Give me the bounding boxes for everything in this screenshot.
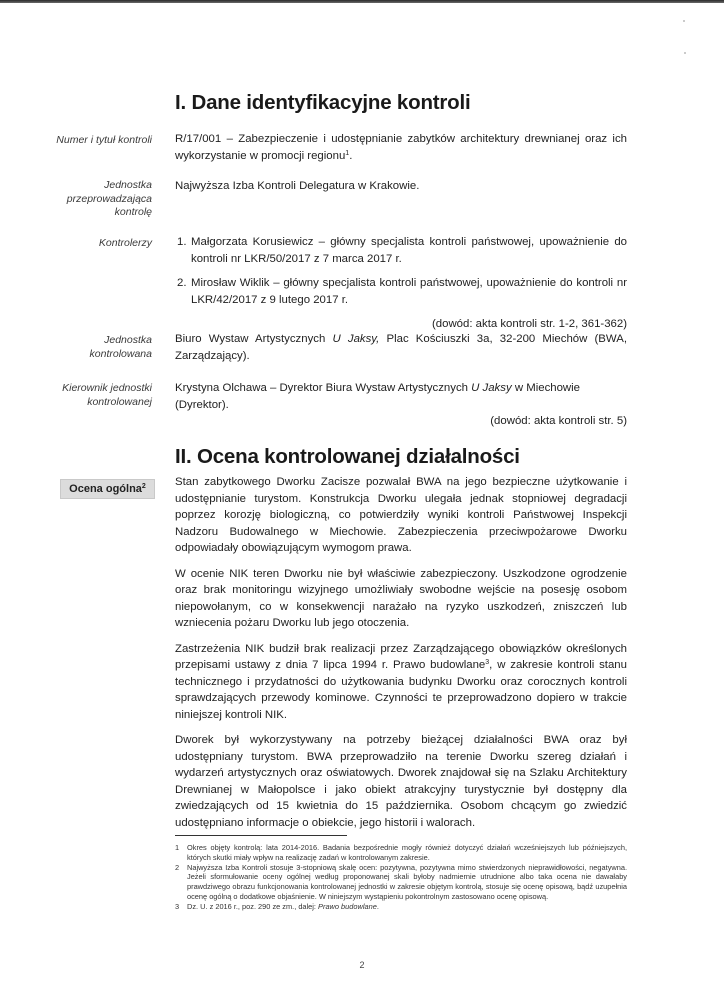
audited-unit-text: Biuro Wystaw Artystycznych xyxy=(175,333,333,345)
footnote-separator xyxy=(175,835,347,836)
footnote-ref-3: 3 xyxy=(485,659,490,666)
label-audited-unit: Jednostka kontrolowana xyxy=(89,334,152,360)
control-number-title xyxy=(175,131,627,164)
overall-assessment-text: Ocena ogólna xyxy=(69,483,142,495)
assessment-paragraph-4: Dworek był wykorzystywany na potrzeby bieżącej działalności BWA oraz był udostępniany turystom. BWA przeprowadziło na terenie Dworku szereg działań i wydarzeń artystycznych oraz oświatowych. Dworek znajdował się na Szlaku Architektury Drewnianej w Małopolsce i jako obiekt atrakcyjny turystycznie był dostępny dla zwiedzających od 15 kwietnia do 15 października. Osobom chcącym go zwiedzić udostępniano informacje o obiekcie, jego historii i walorach. xyxy=(175,734,627,829)
footnote-ref-1: 1 xyxy=(345,149,350,157)
paragraph-3-text-a: Zastrzeżenia NIK budził brak realizacji przez Zarządzającego obowiązków określonych przepisami ustawy z dnia 7 lipca 1994 r. Prawo budowlane xyxy=(175,642,627,671)
unit-head-text-b: w Miechowie (Dyrektor). xyxy=(175,382,581,411)
controller-text: Mirosław Wiklik – główny specjalista kontroli państwowej, upoważnienie do kontroli nr LKR/42/2017 z 9 lutego 2017 r. xyxy=(191,277,627,306)
footnotes xyxy=(175,843,627,912)
unit-head xyxy=(175,380,627,430)
footnote-number: 2 xyxy=(175,862,180,872)
assessment-paragraph-1: Stan zabytkowego Dworku Zacisze pozwalał BWA na jego bezpieczne użytkowanie i udostępnianie turystom. Konstrukcja Dworku ulegała jednak stopniowej degradacji poprzez korozję biologiczną, co potwierdziły wyniki kontroli Państwowej Inspekcji Nadzoru Budowalnego w Miechowie. Zabezpieczenia przeciwpożarowe Dworku odpowiadały obowiązującym wymogom prawa. xyxy=(175,476,627,554)
controllers-block xyxy=(175,234,627,333)
scan-speck xyxy=(684,52,686,54)
unit-head-italic: U Jaksy xyxy=(471,382,512,394)
label-controllers: Kontrolerzy xyxy=(98,237,152,249)
footnote-number: 1 xyxy=(175,843,180,852)
label-control-number: Numer i tytuł kontroli xyxy=(56,134,152,146)
controller-number: 1. xyxy=(177,236,187,248)
section-2-title: II. Ocena kontrolowanej działalności xyxy=(175,445,520,468)
overall-assessment-label xyxy=(60,479,155,499)
control-number-text: R/17/001 – Zabezpieczenie i udostępnianie zabytków architektury drewnianej oraz ich wykorzystanie w promocji regionu xyxy=(175,133,627,162)
assessment-paragraph-2: W ocenie NIK teren Dworku nie był właściwie zabezpieczony. Uszkodzone ogrodzenie oraz brak monitoringu wizyjnego umożliwiały swobodne wejście na posesję osobom niepowołanym, co w konsekwencji narażało na ryzyko uszkodzeń, zniszczeń lub wzniecenia pożaru Dworku lub jego otoczenia. xyxy=(175,567,627,629)
footnote-1 xyxy=(175,843,627,863)
controller-item xyxy=(175,234,627,267)
paragraph-3-text-b: , w zakresie kontroli stanu technicznego i przydatności do użytkowania budynku Dworku oraz corocznych kontroli sprawdzających przewody kominowe. Czynności te przeprowadzono dopiero w trakcie niniejszej kontroli NIK. xyxy=(175,659,627,721)
unit-head-text-a: Krystyna Olchawa – Dyrektor Biura Wystaw Artystycznych xyxy=(175,382,472,394)
controller-item xyxy=(175,275,627,308)
scan-speck xyxy=(683,20,685,22)
controllers-list xyxy=(175,234,627,308)
footnote-text-end: . xyxy=(376,901,379,911)
page-number: 2 xyxy=(359,960,365,970)
audited-unit xyxy=(175,331,627,364)
unit-head-evidence: (dowód: akta kontroli str. 5) xyxy=(490,415,627,427)
footnote-number: 3 xyxy=(175,901,180,911)
controllers-evidence: (dowód: akta kontroli str. 1-2, 361-362) xyxy=(431,318,627,330)
scan-top-edge xyxy=(0,0,724,3)
footnote-2 xyxy=(175,863,627,902)
section-1-title: I. Dane identyfikacyjne kontroli xyxy=(175,91,471,114)
footnote-text: Dz. U. z 2016 r., poz. 290 ze zm., dalej: xyxy=(187,901,319,911)
controller-text: Małgorzata Korusiewicz – główny specjalista kontroli państwowej, upoważnienie do kontroli nr LKR/50/2017 z 7 marca 2017 r. xyxy=(191,236,627,265)
label-unit-head: Kierownik jednostki kontrolowanej xyxy=(62,382,152,408)
label-conducting-unit: Jednostka przeprowadzająca kontrolę xyxy=(66,179,152,218)
footnote-text: Okres objęty kontrolą: lata 2014-2016. Badania bezpośrednie mogły również dotyczyć działań wcześniejszych lub późniejszych, których skutki miały wpływ na realizację zadań w kontrolowanym zakresie. xyxy=(187,843,627,862)
audited-unit-text-end: Plac Kościuszki 3a, 32-200 Miechów (BWA, Zarządzający). xyxy=(175,333,627,362)
assessment-paragraph-3 xyxy=(175,641,627,724)
footnote-3 xyxy=(175,902,627,912)
control-number-end: . xyxy=(349,149,353,162)
unit-head-text xyxy=(175,380,627,413)
conducting-unit: Najwyższa Izba Kontroli Delegatura w Krakowie. xyxy=(175,180,420,192)
assessment-body xyxy=(175,474,627,840)
footnote-text: Najwyższa Izba Kontroli stosuje 3-stopniową skalę ocen: pozytywna, pozytywna mimo stwierdzonych nieprawidłowości, negatywna. Jeżeli sformułowanie oceny ogólnej według proponowanej skali byłoby nadmiernie utrudnione albo taka ocena nie dawałaby prawdziwego obrazu funkcjonowania kontrolowanej jednostki w zakresie objętym kontrolą, stosuje się ocenę opisową, bądź uzupełnia ocenę ogólną o dodatkowe objaśnienie. W niniejszym wystąpieniu pokontrolnym zastosowano ocenę opisową. xyxy=(187,862,627,901)
audited-unit-name-italic: U Jaksy, xyxy=(332,333,380,345)
controller-number: 2. xyxy=(177,277,187,289)
footnote-italic: Prawo budowlane xyxy=(318,901,377,911)
footnote-ref-2: 2 xyxy=(141,483,146,490)
